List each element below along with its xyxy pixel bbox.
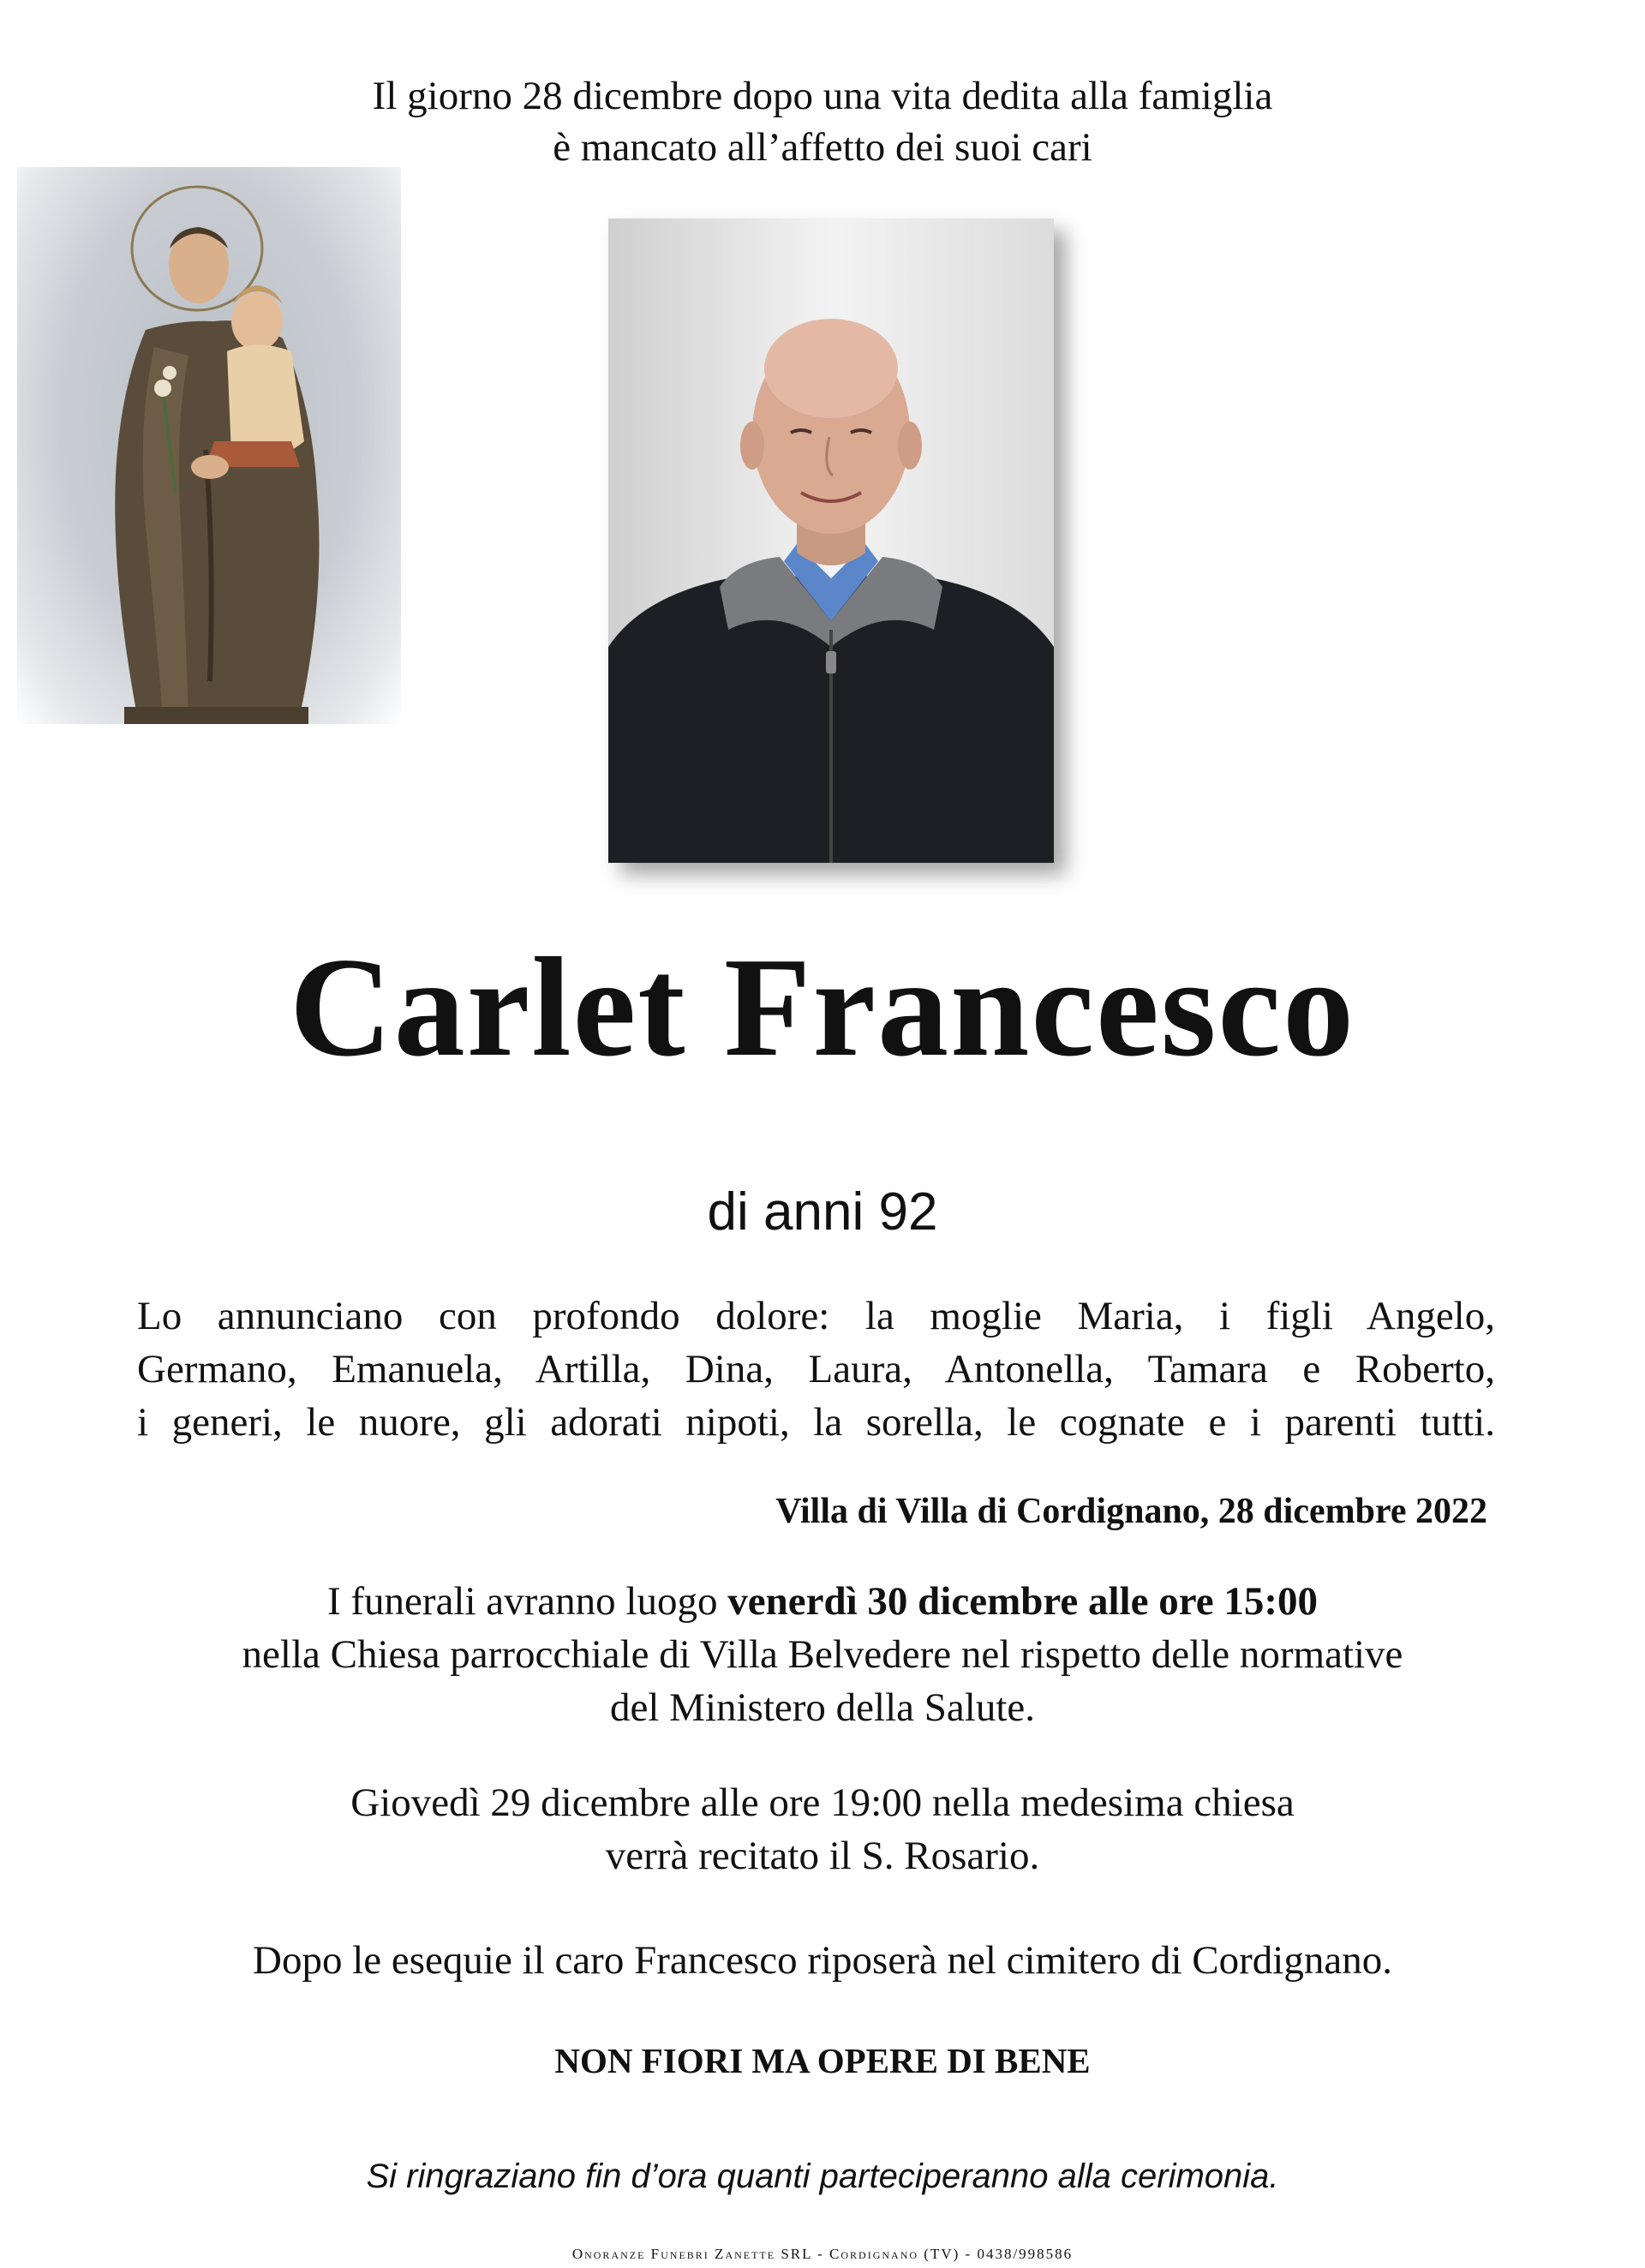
portrait-photo [608, 218, 1054, 863]
funeral-info [0, 1575, 1645, 1734]
no-flowers-notice: NON FIORI MA OPERE DI BENE [554, 2041, 1091, 2080]
deceased-age: di anni 92 [707, 1182, 938, 1242]
thanks-note: Si ringraziano fin d’ora quanti parteciperanno alla cerimonia. [366, 2157, 1279, 2195]
rosary-line-1: Giovedì 29 dicembre alle ore 19:00 nella medesima chiesa [350, 1780, 1295, 1825]
funeral-intro: I funerali avranno luogo [327, 1579, 728, 1624]
intro-text [0, 70, 1645, 173]
funeral-line-2: nella Chiesa parrocchiale di Villa Belvedere nel rispetto delle normative [242, 1632, 1403, 1677]
intro-line-1: Il giorno 28 dicembre dopo una vita dedita alla famiglia [372, 74, 1273, 118]
funeral-line-3: del Ministero della Salute. [609, 1685, 1035, 1730]
announcement-line-2: Germano, Emanuela, Artilla, Dina, Laura, Antonella, Tamara e Roberto, [137, 1347, 1495, 1391]
funeral-line-1 [0, 1575, 1645, 1628]
burial-info: Dopo le esequie il caro Francesco riposerà nel cimitero di Cordignano. [253, 1938, 1392, 1983]
place-date: Villa di Villa di Cordignano, 28 dicembre 2022 [775, 1492, 1487, 1531]
funeral-home-footer: Onoranze Funebri Zanette SRL - Cordignano (TV) - 0438/998586 [571, 2246, 1074, 2262]
rosary-info [0, 1776, 1645, 1882]
announcement-line-3: i generi, le nuore, gli adorati nipoti, la sorella, le cognate e i parenti tutti. [137, 1400, 1495, 1445]
saint-statue-image [17, 167, 401, 724]
intro-line-2: è mancato all’affetto dei suoi cari [553, 125, 1092, 170]
deceased-name: Carlet Francesco [289, 928, 1356, 1086]
rosary-line-2: verrà recitato il S. Rosario. [605, 1834, 1040, 1878]
announcement-line-1: Lo annunciano con profondo dolore: la moglie Maria, i figli Angelo, [137, 1294, 1495, 1338]
announcement-text [137, 1290, 1495, 1449]
funeral-date-time: venerdì 30 dicembre alle ore 15:00 [727, 1579, 1318, 1624]
